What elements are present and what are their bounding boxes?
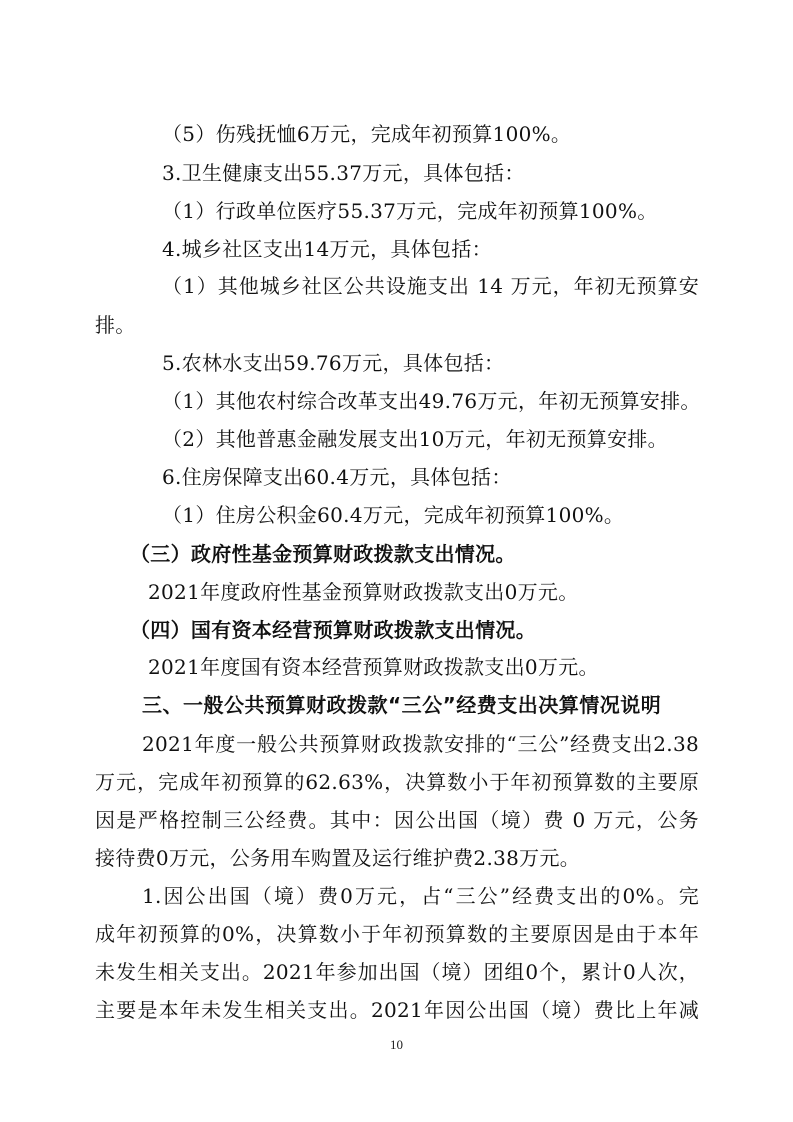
text-line-4: 4.城乡社区支出14万元，具体包括： bbox=[162, 237, 492, 261]
text-line-2: 3.卫生健康支出55.37万元，具体包括： bbox=[162, 161, 525, 185]
page-number: 10 bbox=[390, 1037, 403, 1052]
section-heading-3: （三）政府性基金预算财政拨款支出情况。 bbox=[130, 542, 516, 566]
text-line-22: 成年初预算的0%，决算数小于年初预算数的主要原因是由于本年 bbox=[95, 922, 699, 946]
text-line-8: （1）其他农村综合改革支出49.76万元，年初无预算安排。 bbox=[162, 389, 701, 413]
text-line-9: （2）其他普惠金融发展支出10万元，年初无预算安排。 bbox=[162, 427, 668, 451]
text-line-7: 5.农林水支出59.76万元，具体包括： bbox=[162, 351, 505, 375]
text-line-15: 2021年度国有资本经营预算财政拨款支出0万元。 bbox=[148, 655, 599, 679]
text-line-1: （5）伤残抚恤6万元，完成年初预算100%。 bbox=[162, 122, 572, 146]
text-line-20: 接待费0万元，公务用车购置及运行维护费2.38万元。 bbox=[95, 846, 581, 870]
text-line-3: （1）行政单位医疗55.37万元，完成年初预算100%。 bbox=[162, 199, 658, 223]
text-line-24: 主要是本年未发生相关支出。2021年因公出国（境）费比上年减 bbox=[95, 998, 699, 1022]
text-line-11: （1）住房公积金60.4万元，完成年初预算100%。 bbox=[162, 503, 625, 527]
text-line-19: 因是严格控制三公经费。其中：因公出国（境）费 0 万元，公务 bbox=[95, 808, 699, 832]
text-line-6: 排。 bbox=[95, 313, 136, 337]
text-line-18: 万元，完成年初预算的62.63%，决算数小于年初预算数的主要原 bbox=[95, 770, 699, 794]
text-line-5: （1）其他城乡社区公共设施支出 14 万元，年初无预算安 bbox=[162, 274, 699, 298]
text-line-23: 未发生相关支出。2021年参加出国（境）团组0个，累计0人次， bbox=[95, 960, 699, 984]
text-line-17: 2021年度一般公共预算财政拨款安排的“三公”经费支出2.38 bbox=[142, 732, 699, 756]
text-line-13: 2021年度政府性基金预算财政拨款支出0万元。 bbox=[148, 580, 579, 604]
section-heading-4: （四）国有资本经营预算财政拨款支出情况。 bbox=[130, 618, 536, 642]
section-heading-three-public: 三、一般公共预算财政拨款“三公”经费支出决算情况说明 bbox=[142, 693, 662, 717]
text-line-10: 6.住房保障支出60.4万元，具体包括： bbox=[162, 465, 512, 489]
text-line-21: 1.因公出国（境）费0万元，占“三公”经费支出的0%。完 bbox=[142, 884, 699, 908]
